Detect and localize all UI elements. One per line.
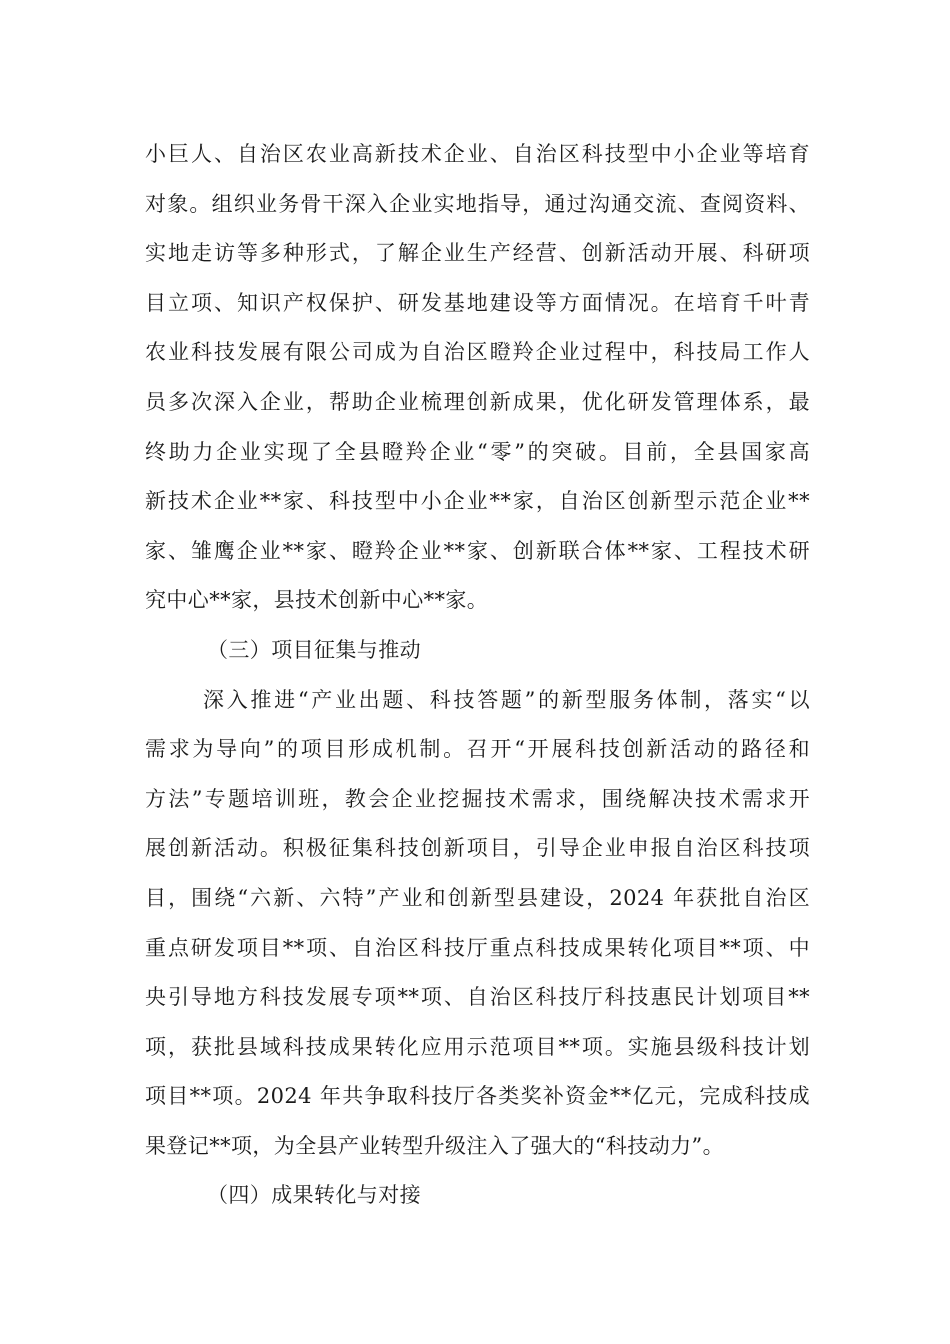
text-line: 家、雏鹰企业**家、瞪羚企业**家、创新联合体**家、工程技术研 bbox=[145, 538, 810, 563]
section-heading-4: （四）成果转化与对接 bbox=[207, 1183, 421, 1208]
text-line: 员多次深入企业，帮助企业梳理创新成果，优化研发管理体系，最 bbox=[145, 389, 810, 414]
text-line: 目，围绕“六新、六特”产业和创新型县建设，2024 年获批自治区 bbox=[145, 885, 810, 910]
text-line: 重点研发项目**项、自治区科技厅重点科技成果转化项目**项、中 bbox=[145, 935, 810, 960]
text-line: 深入推进“产业出题、科技答题”的新型服务体制，落实“以 bbox=[203, 687, 810, 712]
text-line: 小巨人、自治区农业高新技术企业、自治区科技型中小企业等培育 bbox=[145, 142, 810, 166]
text-line: 终助力企业实现了全县瞪羚企业“零”的突破。目前，全县国家高 bbox=[145, 439, 810, 464]
text-line: 项目**项。2024 年共争取科技厅各类奖补资金**亿元，完成科技成 bbox=[145, 1084, 810, 1109]
document-body bbox=[145, 130, 810, 1221]
text-line: 项，获批县域科技成果转化应用示范项目**项。实施县级科技计划 bbox=[145, 1034, 810, 1059]
text-line: 农业科技发展有限公司成为自治区瞪羚企业过程中，科技局工作人 bbox=[145, 340, 810, 365]
text-line: 究中心**家，县技术创新中心**家。 bbox=[145, 588, 489, 613]
text-line: 方法”专题培训班，教会企业挖掘技术需求，围绕解决技术需求开 bbox=[145, 786, 810, 811]
text-line: 果登记**项，为全县产业转型升级注入了强大的“科技动力”。 bbox=[145, 1133, 725, 1158]
text-line: 央引导地方科技发展专项**项、自治区科技厅科技惠民计划项目** bbox=[145, 985, 810, 1010]
paragraph-project-collection bbox=[145, 676, 810, 1172]
text-line: 目立项、知识产权保护、研发基地建设等方面情况。在培育千叶青 bbox=[145, 290, 810, 315]
text-line: 新技术企业**家、科技型中小企业**家，自治区创新型示范企业** bbox=[145, 489, 810, 514]
text-line: 展创新活动。积极征集科技创新项目，引导企业申报自治区科技项 bbox=[145, 836, 810, 861]
text-line: 对象。组织业务骨干深入企业实地指导，通过沟通交流、查阅资料、 bbox=[145, 191, 810, 216]
section-heading-3: （三）项目征集与推动 bbox=[207, 637, 421, 662]
paragraph-enterprise-cultivation bbox=[145, 130, 810, 626]
text-line: 实地走访等多种形式，了解企业生产经营、创新活动开展、科研项 bbox=[145, 241, 810, 266]
text-line: 需求为导向”的项目形成机制。召开“开展科技创新活动的路径和 bbox=[145, 737, 810, 762]
